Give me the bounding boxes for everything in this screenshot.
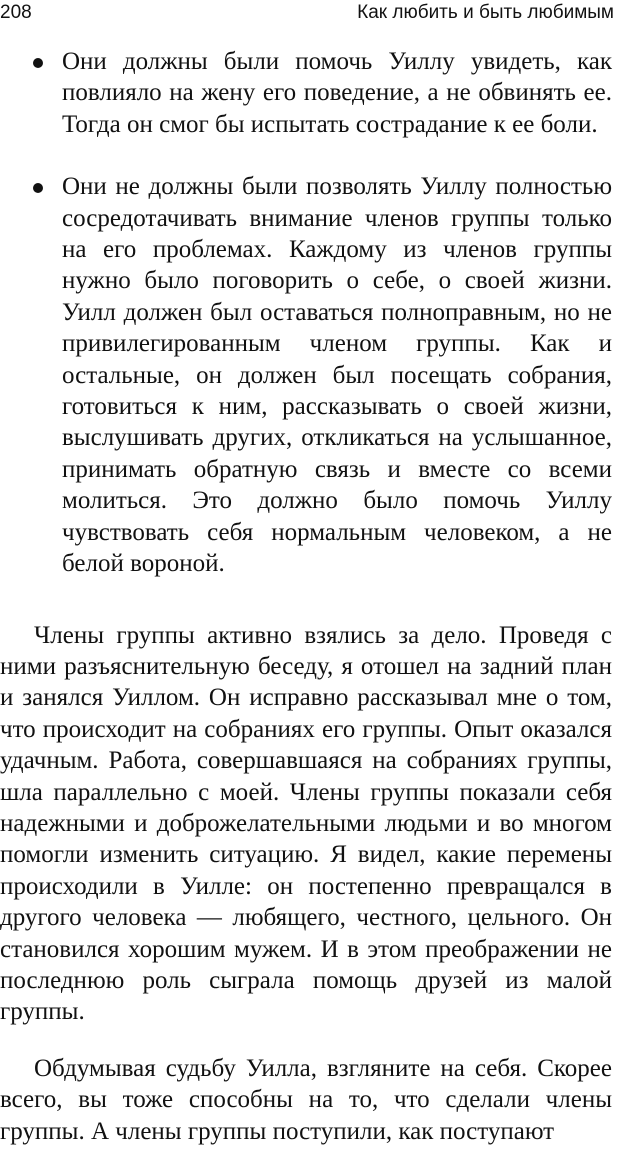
running-title: Как любить и быть любимым: [357, 2, 614, 23]
bullet-icon: [33, 183, 43, 193]
page-number: 208: [0, 2, 32, 23]
bullet-item: [0, 46, 612, 140]
body-paragraph: Обдумывая судьбу Уилла, взгляните на себя. Скорее всего, вы тоже способны на то, что сделали члены группы. А члены группы поступили, как поступают: [0, 1054, 612, 1145]
bullet-text: Они не должны были позволять Уиллу полностью сосредотачивать внимание членов группы только на его проблемах. Каждому из членов группы нужно было поговорить о себе, о своей жизни. Уилл должен был оставаться полноправным, но не привилегированным членом группы. Как и остальные, он должен был посещать собрания, готовиться к ним, рассказывать о своей жизни, выслушивать других, откликаться на услышанное, принимать обратную связь и вместе со всеми молиться. Это должно было помочь Уиллу чувствовать себя нормальным человеком, а не белой вороной.: [62, 173, 612, 578]
page-header: [0, 0, 620, 28]
bullet-item: [0, 171, 612, 579]
body-paragraph: Члены группы активно взялись за дело. Проведя с ними разъяснительную беседу, я отошел на задний план и занялся Уиллом. Он исправно рассказывал мне о том, что происходит на собраниях его группы. Опыт оказался удачным. Работа, совершавшаяся на собраниях группы, шла параллельно с моей. Члены группы показали себя надежными и доброжелательными людьми и во многом помогли изменить ситуацию. Я видел, какие перемены происходили в Уилле: он постепенно превращался в другого человека — любящего, честного, цельного. Он становился хорошим мужем. И в этом преображении не последнюю роль сыграла помощь друзей из малой группы.: [0, 621, 612, 1026]
bullet-icon: [33, 58, 43, 68]
page-body: [0, 46, 612, 1172]
bullet-text: Они должны были помочь Уиллу увидеть, как повлияло на жену его поведение, а не обвинять ее. Тогда он смог бы испытать сострадание к ее боли.: [62, 48, 612, 138]
